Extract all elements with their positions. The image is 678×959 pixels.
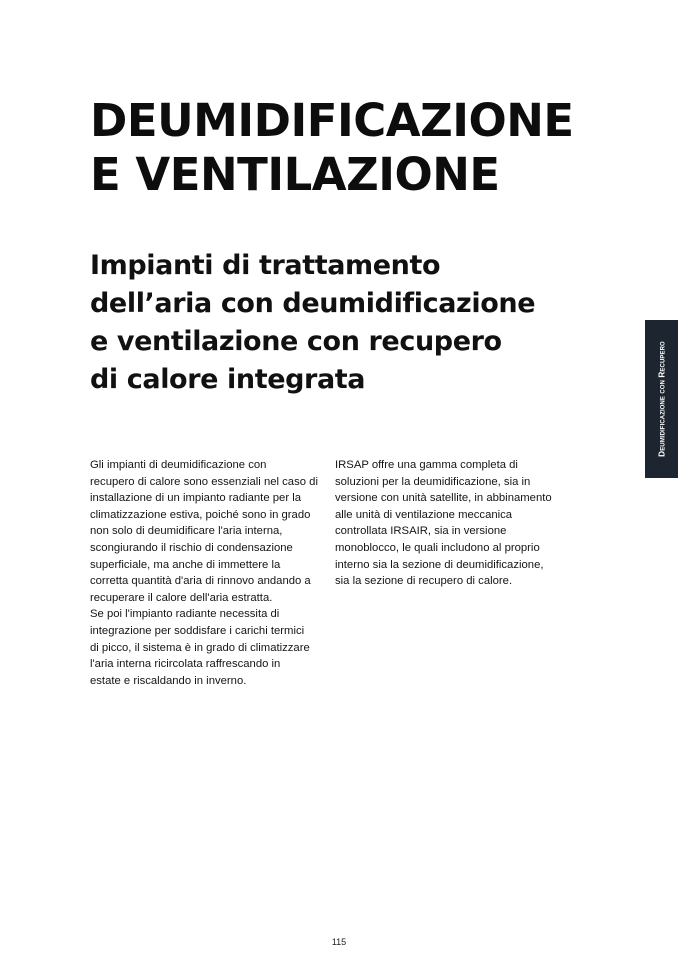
text-line: estate e riscaldando in inverno. [90,674,247,687]
text-line: controllata IRSAIR, sia in versione [335,525,507,538]
text-line: corretta quantità d'aria di rinnovo andando a [90,575,311,588]
text-line: IRSAP offre una gamma completa di [335,459,518,471]
text-line: l'aria interna ricircolata raffrescando in [90,658,281,671]
text-line: alle unità di ventilazione meccanica [335,508,513,521]
text-line: di picco, il sistema è in grado di climatizzare [90,641,310,654]
section-subtitle [90,247,610,399]
text-line: recupero di calore sono essenziali nel caso di [90,475,318,488]
subtitle-line: e ventilazione con recupero [90,326,502,357]
text-line: installazione di un impianto radiante per la [90,492,302,505]
subtitle-line: Impianti di trattamento [90,250,441,281]
page-number: 115 [331,937,347,947]
text-line: monoblocco, le quali includono al proprio [335,541,540,554]
text-line: non solo di deumidificare l'aria interna, [90,525,283,538]
subtitle-line: dell’aria con deumidificazione [90,288,536,319]
text-line: superficiale, ma anche di immettere la [90,558,281,571]
text-line: Gli impianti di deumidificazione con [90,459,267,471]
page-title [90,94,610,202]
text-line: soluzioni per la deumidificazione, sia in [335,475,531,488]
text-line: sia la sezione di recupero di calore. [335,575,513,588]
text-line: scongiurando il rischio di condensazione [90,541,293,554]
text-line: interno sia la sezione di deumidificazione, [335,558,544,571]
subtitle-line: di calore integrata [90,364,366,395]
text-line: Se poi l'impianto radiante necessita di [90,608,280,621]
text-line: versione con unità satellite, in abbinamento [335,492,552,505]
body-text-left-column [90,457,322,689]
text-line: integrazione per soddisfare i carichi termici [90,624,305,637]
page-title-line: DEUMIDIFICAZIONE [90,94,574,147]
text-line: climatizzazione estiva, poiché sono in grado [90,508,311,521]
text-line: recuperare il calore dell'aria estratta. [90,591,273,604]
body-text-right-column [335,457,567,590]
side-tab-label: Deumidificazione con Recupero [657,341,666,457]
section-side-tab [645,320,678,478]
page-title-line: E VENTILAZIONE [90,148,500,201]
